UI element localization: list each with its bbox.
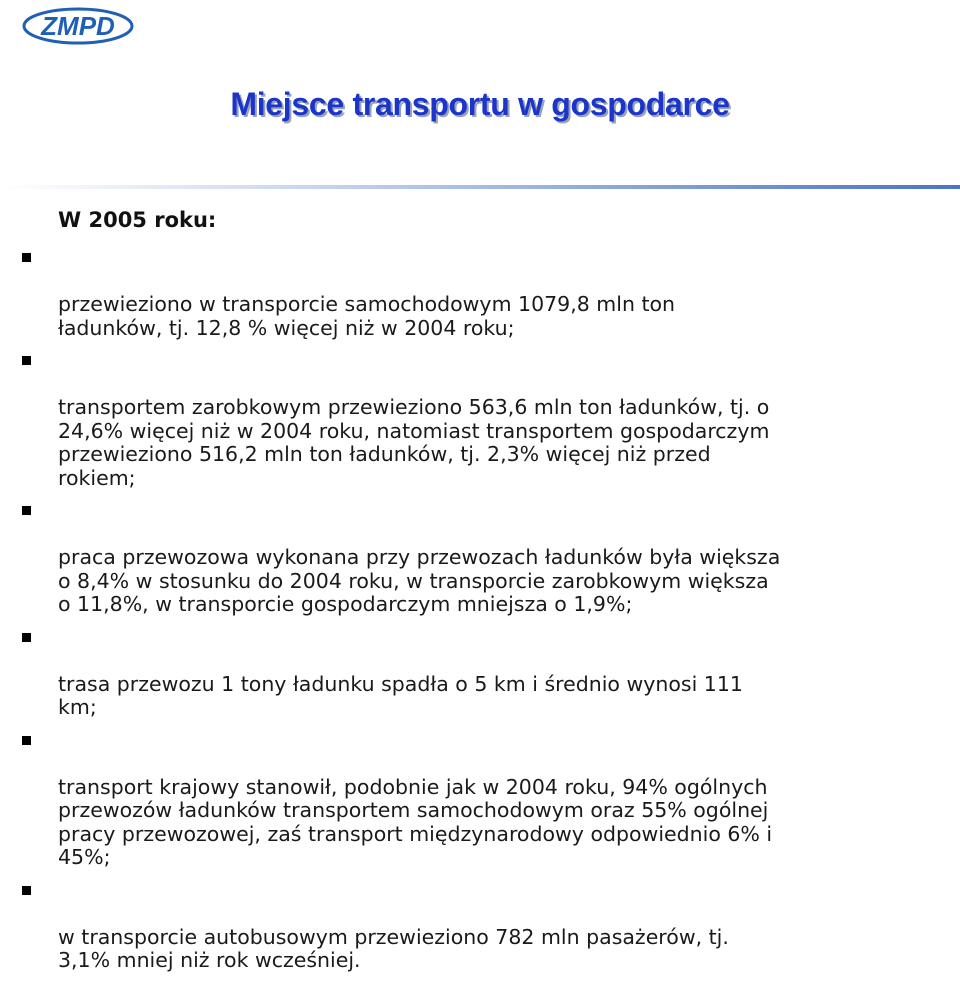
square-bullet-icon xyxy=(22,886,31,895)
list-item xyxy=(0,729,960,870)
bullet-text: praca przewozowa wykonana przy przewozach ładunków była większa o 8,4% w stosunku do 2004 roku, w transporcie zarobkowym większa o 11,8%, w transporcie gospodarczym mniejsza o 1,9%; xyxy=(58,545,781,616)
zmpd-logo-graphic xyxy=(22,6,134,46)
title-divider xyxy=(0,185,960,189)
square-bullet-icon xyxy=(22,736,31,745)
year-subheading: W 2005 roku: xyxy=(58,208,217,232)
list-item xyxy=(0,499,960,617)
bullet-text: w transporcie autobusowym przewieziono 782 mln pasażerów, tj. 3,1% mniej niż rok wcześniej. xyxy=(58,924,729,972)
logo-text: ZMPD xyxy=(41,11,115,41)
bullet-list xyxy=(0,246,960,982)
square-bullet-icon xyxy=(22,506,31,515)
bullet-text: trasa przewozu 1 tony ładunku spadła o 5 km i średnio wynosi 111 km; xyxy=(58,671,743,719)
square-bullet-icon xyxy=(22,356,31,365)
zmpd-logo xyxy=(22,6,134,46)
bullet-text: przewieziono w transporcie samochodowym 1079,8 mln ton ładunków, tj. 12,8 % więcej niż w 2004 roku; xyxy=(58,292,676,340)
list-item xyxy=(0,349,960,490)
page-title: Miejsce transportu w gospodarce xyxy=(230,86,730,122)
square-bullet-icon xyxy=(22,253,31,262)
bullet-text: transportem zarobkowym przewieziono 563,6 mln ton ładunków, tj. o 24,6% więcej niż w 2004 roku, natomiast transportem gospodarczym przewieziono 516,2 mln ton ładunków, tj. 2,3% więcej niż przed rokiem; xyxy=(58,395,770,490)
list-item xyxy=(0,246,960,340)
square-bullet-icon xyxy=(22,633,31,642)
list-item xyxy=(0,626,960,720)
bullet-text: transport krajowy stanowił, podobnie jak w 2004 roku, 94% ogólnych przewozów ładunków transportem samochodowym oraz 55% ogólnej pracy przewozowej, zaś transport międzynarodowy odpowiednio 6% i 45%; xyxy=(58,774,773,869)
list-item xyxy=(0,879,960,973)
